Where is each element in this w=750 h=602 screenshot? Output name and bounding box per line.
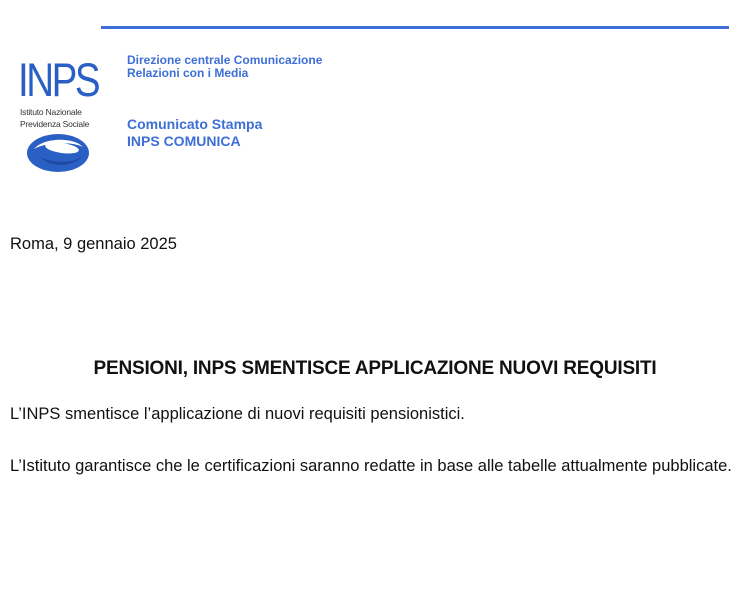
press-release-label: Comunicato Stampa: [127, 116, 263, 132]
logo-wordmark: INPS: [18, 53, 99, 106]
department-line-1: Direzione centrale Comunicazione: [127, 53, 323, 67]
department-line-2: Relazioni con i Media: [127, 66, 249, 80]
press-release-block: [127, 116, 262, 150]
paragraph-1: L’INPS smentisce l’applicazione di nuovi requisiti pensionistici.: [10, 405, 465, 423]
logo-subtitle-line-2: Previdenza Sociale: [20, 119, 90, 129]
headline: PENSIONI, INPS SMENTISCE APPLICAZIONE NUOVI REQUISITI: [93, 358, 657, 379]
paragraph-2: L’Istituto garantisce che le certificazioni saranno redatte in base alle tabelle attualmente pubblicate.: [10, 457, 732, 475]
inps-ring-icon: [26, 133, 90, 173]
press-release-series: INPS COMUNICA: [127, 133, 241, 149]
inps-logo: [18, 53, 99, 174]
logo-subtitle-line-1: Istituto Nazionale: [20, 107, 82, 117]
dateline: Roma, 9 gennaio 2025: [10, 235, 177, 253]
logo-subtitle: [20, 106, 89, 130]
header-rule: [101, 26, 729, 29]
department-block: [127, 54, 322, 80]
